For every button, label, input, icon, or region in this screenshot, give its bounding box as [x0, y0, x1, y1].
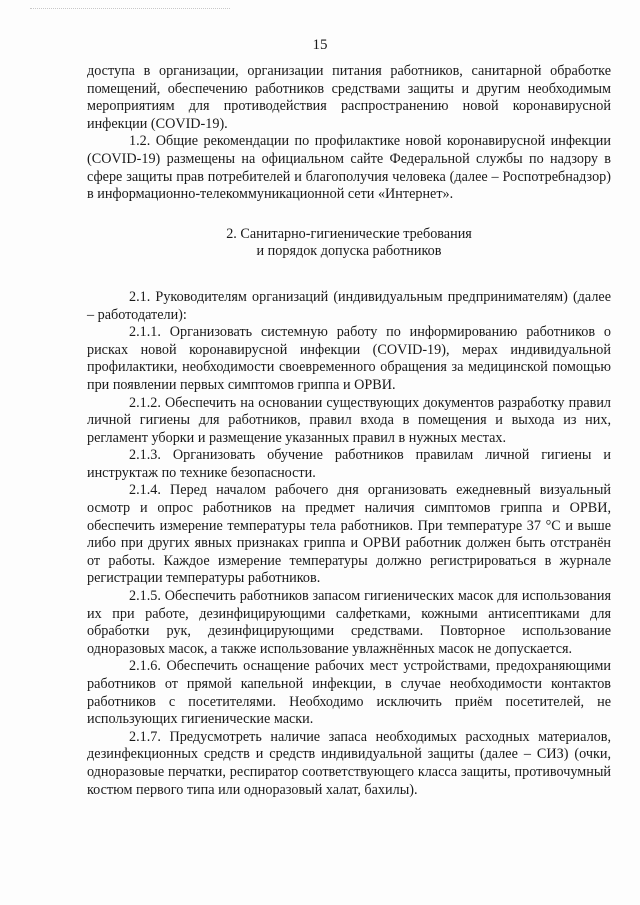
section-heading — [87, 226, 611, 261]
paragraph-2-1-2: 2.1.2. Обеспечить на основании существующих документов разработку правил личной гигиены для работников, правил входа в помещения и выхода из них, регламент уборки и размещение указанных правил в нужных местах. — [87, 394, 611, 446]
paragraph-2-1-7: 2.1.7. Предусмотреть наличие запаса необходимых расходных материалов, дезинфекционных средств и средств индивидуальной защиты (далее – СИЗ) (очки, одноразовые перчатки, респиратор соответствующего класса защиты, противочумный костюм первого типа или одноразовый халат, бахилы). — [87, 728, 611, 798]
section-heading-line-2: и порядок допуска работников — [256, 243, 442, 260]
paragraph-2-1-1: 2.1.1. Организовать системную работу по информированию работников о рисках новой коронавирусной инфекции (COVID-19), мерах индивидуальной профилактики, необходимости своевременного обращения за медицинской помощью при появлении первых симптомов гриппа и ОРВИ. — [87, 324, 611, 393]
paragraph-continuation: доступа в организации, организации питания работников, санитарной обработке помещений, обеспечению работников средствами защиты и другим необходимым мероприятиям для противодействия распространению новой коронавирусной инфекции (COVID-19). — [87, 63, 611, 132]
page-number: 15 — [312, 37, 328, 53]
paragraph-2-1-3: 2.1.3. Организовать обучение работников правилам личной гигиены и инструктаж по технике безопасности. — [87, 447, 611, 481]
paragraph-2-1-6: 2.1.6. Обеспечить оснащение рабочих мест устройствами, предохраняющими работников от прямой капельной инфекции, в случае необходимости контактов работников с посетителями. Необходимо исключить приём посетителей, не использующих гигиенические маски. — [87, 658, 611, 728]
scan-artifact — [30, 8, 230, 11]
paragraph-2-1: 2.1. Руководителям организаций (индивидуальным предпринимателям) (далее – работодатели): — [87, 288, 611, 323]
paragraph-1-2: 1.2. Общие рекомендации по профилактике новой коронавирусной инфекции (COVID-19) размещены на официальном сайте Федеральной службы по надзору в сфере защиты прав потребителей и благополучия человека (далее – Роспотребнадзор) в информационно-телекоммуникационной сети «Интернет». — [87, 133, 611, 203]
document-body — [87, 63, 611, 799]
paragraph-2-1-5: 2.1.5. Обеспечить работников запасом гигиенических масок для использования их при работе, дезинфицирующими салфетками, кожными антисептиками для обработки рук, дезинфицирующими средствами. Повторное использование одноразовых масок, а также использование увлажнённых масок не допускается. — [87, 588, 611, 657]
section-heading-line-1: 2. Санитарно-гигиенические требования — [226, 225, 472, 242]
paragraph-2-1-4: 2.1.4. Перед началом рабочего дня организовать ежедневный визуальный осмотр и опрос работников на предмет наличия симптомов гриппа и ОРВИ, обеспечить измерение температуры тела работников. При температуре 37 °С и выше либо при других явных признаках гриппа и ОРВИ работник должен быть отстранён от работы. Каждое измерение температуры должно регистрироваться в журнале регистрации температуры работников. — [87, 482, 611, 587]
